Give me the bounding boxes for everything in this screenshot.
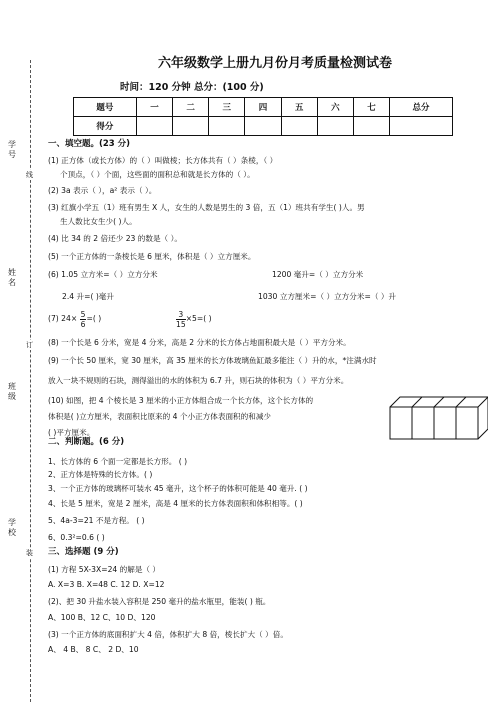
question-3-line-2: 生人数比女生少( )人。 [60, 217, 137, 226]
question-9-line-1: (9) 一个长 50 厘米，宽 30 厘米，高 35 厘米的长方体玻璃鱼缸最多能注（ ）升的水，*注满水时 [48, 356, 377, 365]
margin-label-school: 学校 [8, 518, 16, 537]
choice-question-1: (1) 方程 5X-3X=24 的解是（ ） [48, 565, 161, 574]
score-input-cell[interactable] [173, 117, 209, 136]
judge-item-3: 3、一个正方体的玻璃杯可装水 45 毫升，这个杯子的体积可能是 40 毫升. ( ) [48, 484, 308, 493]
section-2-heading: 二、判断题。(6 分) [48, 437, 125, 447]
choice-question-2-options: A、100 B、12 C、10 D、120 [48, 613, 156, 622]
score-input-cell[interactable] [353, 117, 389, 136]
q7-fraction-2 [176, 310, 186, 329]
section-1-heading: 一、填空题。(23 分) [48, 139, 131, 149]
margin-label-class: 班级 [8, 382, 16, 401]
judge-item-2: 2、正方体是特殊的长方体。( ) [48, 470, 153, 479]
question-1-line-1: (1) 正方体（或长方体）的（ ）叫做棱；长方体共有（ ）条棱，（ ） [48, 156, 278, 165]
score-input-cell[interactable] [136, 117, 172, 136]
score-header-cell: 三 [209, 98, 245, 117]
margin-mark-bind: 装 [26, 549, 33, 557]
question-2: (2) 3a 表示（ ），a² 表示（ ）。 [48, 186, 157, 195]
q7-fraction-2-denominator: 15 [176, 319, 186, 329]
question-9-line-2: 放入一块不规则的石块，测得溢出的水的体积为 6.7 升，则石块的体积为（ ）平方分米。 [48, 376, 349, 385]
score-header-cell: 总分 [390, 98, 453, 117]
margin-label-student-id: 学号 [8, 140, 16, 159]
q7-fraction-1-numerator: 5 [80, 309, 86, 319]
score-header-cell: 四 [245, 98, 281, 117]
judge-item-1: 1、长方体的 6 个面一定都是长方形。 ( ) [48, 457, 188, 466]
margin-mark-staple: 订 [26, 341, 33, 349]
choice-question-3: (3) 一个正方体的底面积扩大 4 倍，体积扩大 8 倍，棱长扩大（ ）倍。 [48, 630, 288, 639]
score-input-cell[interactable] [245, 117, 281, 136]
question-5: (5) 一个正方体的一条棱长是 6 厘米，体积是（ ）立方厘米。 [48, 252, 256, 261]
choice-question-3-options: A、 4 B、 8 C、 2 D、10 [48, 645, 139, 654]
question-10-line-1: (10) 如图，把 4 个棱长是 3 厘米的小正方体组合成一个长方体，这个长方体的 [48, 396, 314, 405]
q7-fraction-2-numerator: 3 [176, 310, 186, 320]
margin-label-name: 姓名 [8, 268, 16, 287]
q7-prefix: (7) 24× [48, 314, 78, 323]
q7-fraction-1-denominator: 6 [80, 319, 86, 329]
score-header-cell: 六 [317, 98, 353, 117]
q7-suffix: ×5=( ) [185, 314, 212, 323]
question-10-line-2: 体积是( )立方厘米，表面积比原来的 4 个小正方体表面积的和减少 [48, 412, 272, 421]
score-header-cell: 题号 [74, 98, 137, 117]
judge-item-4: 4、长是 5 厘米，宽是 2 厘米，高是 4 厘米的长方体表面积和体积相等。( ) [48, 499, 303, 508]
question-7 [48, 307, 212, 331]
score-header-cell: 二 [173, 98, 209, 117]
score-table [73, 97, 453, 136]
score-input-cell[interactable] [209, 117, 245, 136]
question-6-line-2-right: 1030 立方厘米=（ ）立方分米=（ ）升 [258, 292, 397, 301]
question-10-line-3: ( )平方厘米。 [48, 428, 95, 437]
four-cubes-figure [388, 393, 488, 443]
exam-subtitle: 时间：120 分钟 总分：(100 分) [120, 82, 264, 93]
binding-line [30, 60, 31, 702]
score-input-cell[interactable] [390, 117, 453, 136]
margin-mark-line: 线 [26, 171, 33, 179]
score-input-cell[interactable] [317, 117, 353, 136]
question-6-line-1-right: 1200 毫升=（ ）立方分米 [272, 270, 364, 279]
score-row-label: 得分 [74, 117, 137, 136]
score-header-cell: 一 [136, 98, 172, 117]
judge-item-5: 5、4a-3=21 不是方程。 ( ) [48, 516, 145, 525]
choice-question-2: (2)、把 30 升盐水装入容积是 250 毫升的盐水瓶里，能装( ) 瓶。 [48, 597, 271, 606]
score-header-cell: 七 [353, 98, 389, 117]
question-6-line-1-left: (6) 1.05 立方米=（ ）立方分米 [48, 270, 158, 279]
q7-mid: =( ) [86, 314, 102, 323]
question-3-line-1: (3) 红旗小学五（1）班有男生 X 人，女生的人数是男生的 3 倍，五（1）班共有学生( )人。男 [48, 203, 365, 212]
question-4: (4) 比 34 的 2 倍还少 23 的数是（ ）。 [48, 234, 182, 243]
question-1-line-2: 个顶点，（ ）个面，这些面的面积总和就是长方体的（ ）。 [60, 170, 255, 179]
section-3-heading: 三、选择题 (9 分) [48, 547, 119, 557]
exam-title: 六年级数学上册九月份月考质量检测试卷 [157, 56, 392, 71]
score-header-cell: 五 [281, 98, 317, 117]
question-8: (8) 一个长是 6 分米，宽是 4 分米，高是 2 分米的长方体占地面积最大是（ ）平方分米。 [48, 338, 351, 347]
judge-item-6: 6、0.3²=0.6 ( ) [48, 533, 105, 542]
score-input-cell[interactable] [281, 117, 317, 136]
choice-question-1-options: A. X=3 B. X=48 C. 12 D. X=12 [48, 580, 165, 589]
score-table-score-row [74, 117, 453, 136]
question-6-line-2-left: 2.4 升=( )毫升 [62, 292, 114, 301]
score-table-header-row [74, 98, 453, 117]
